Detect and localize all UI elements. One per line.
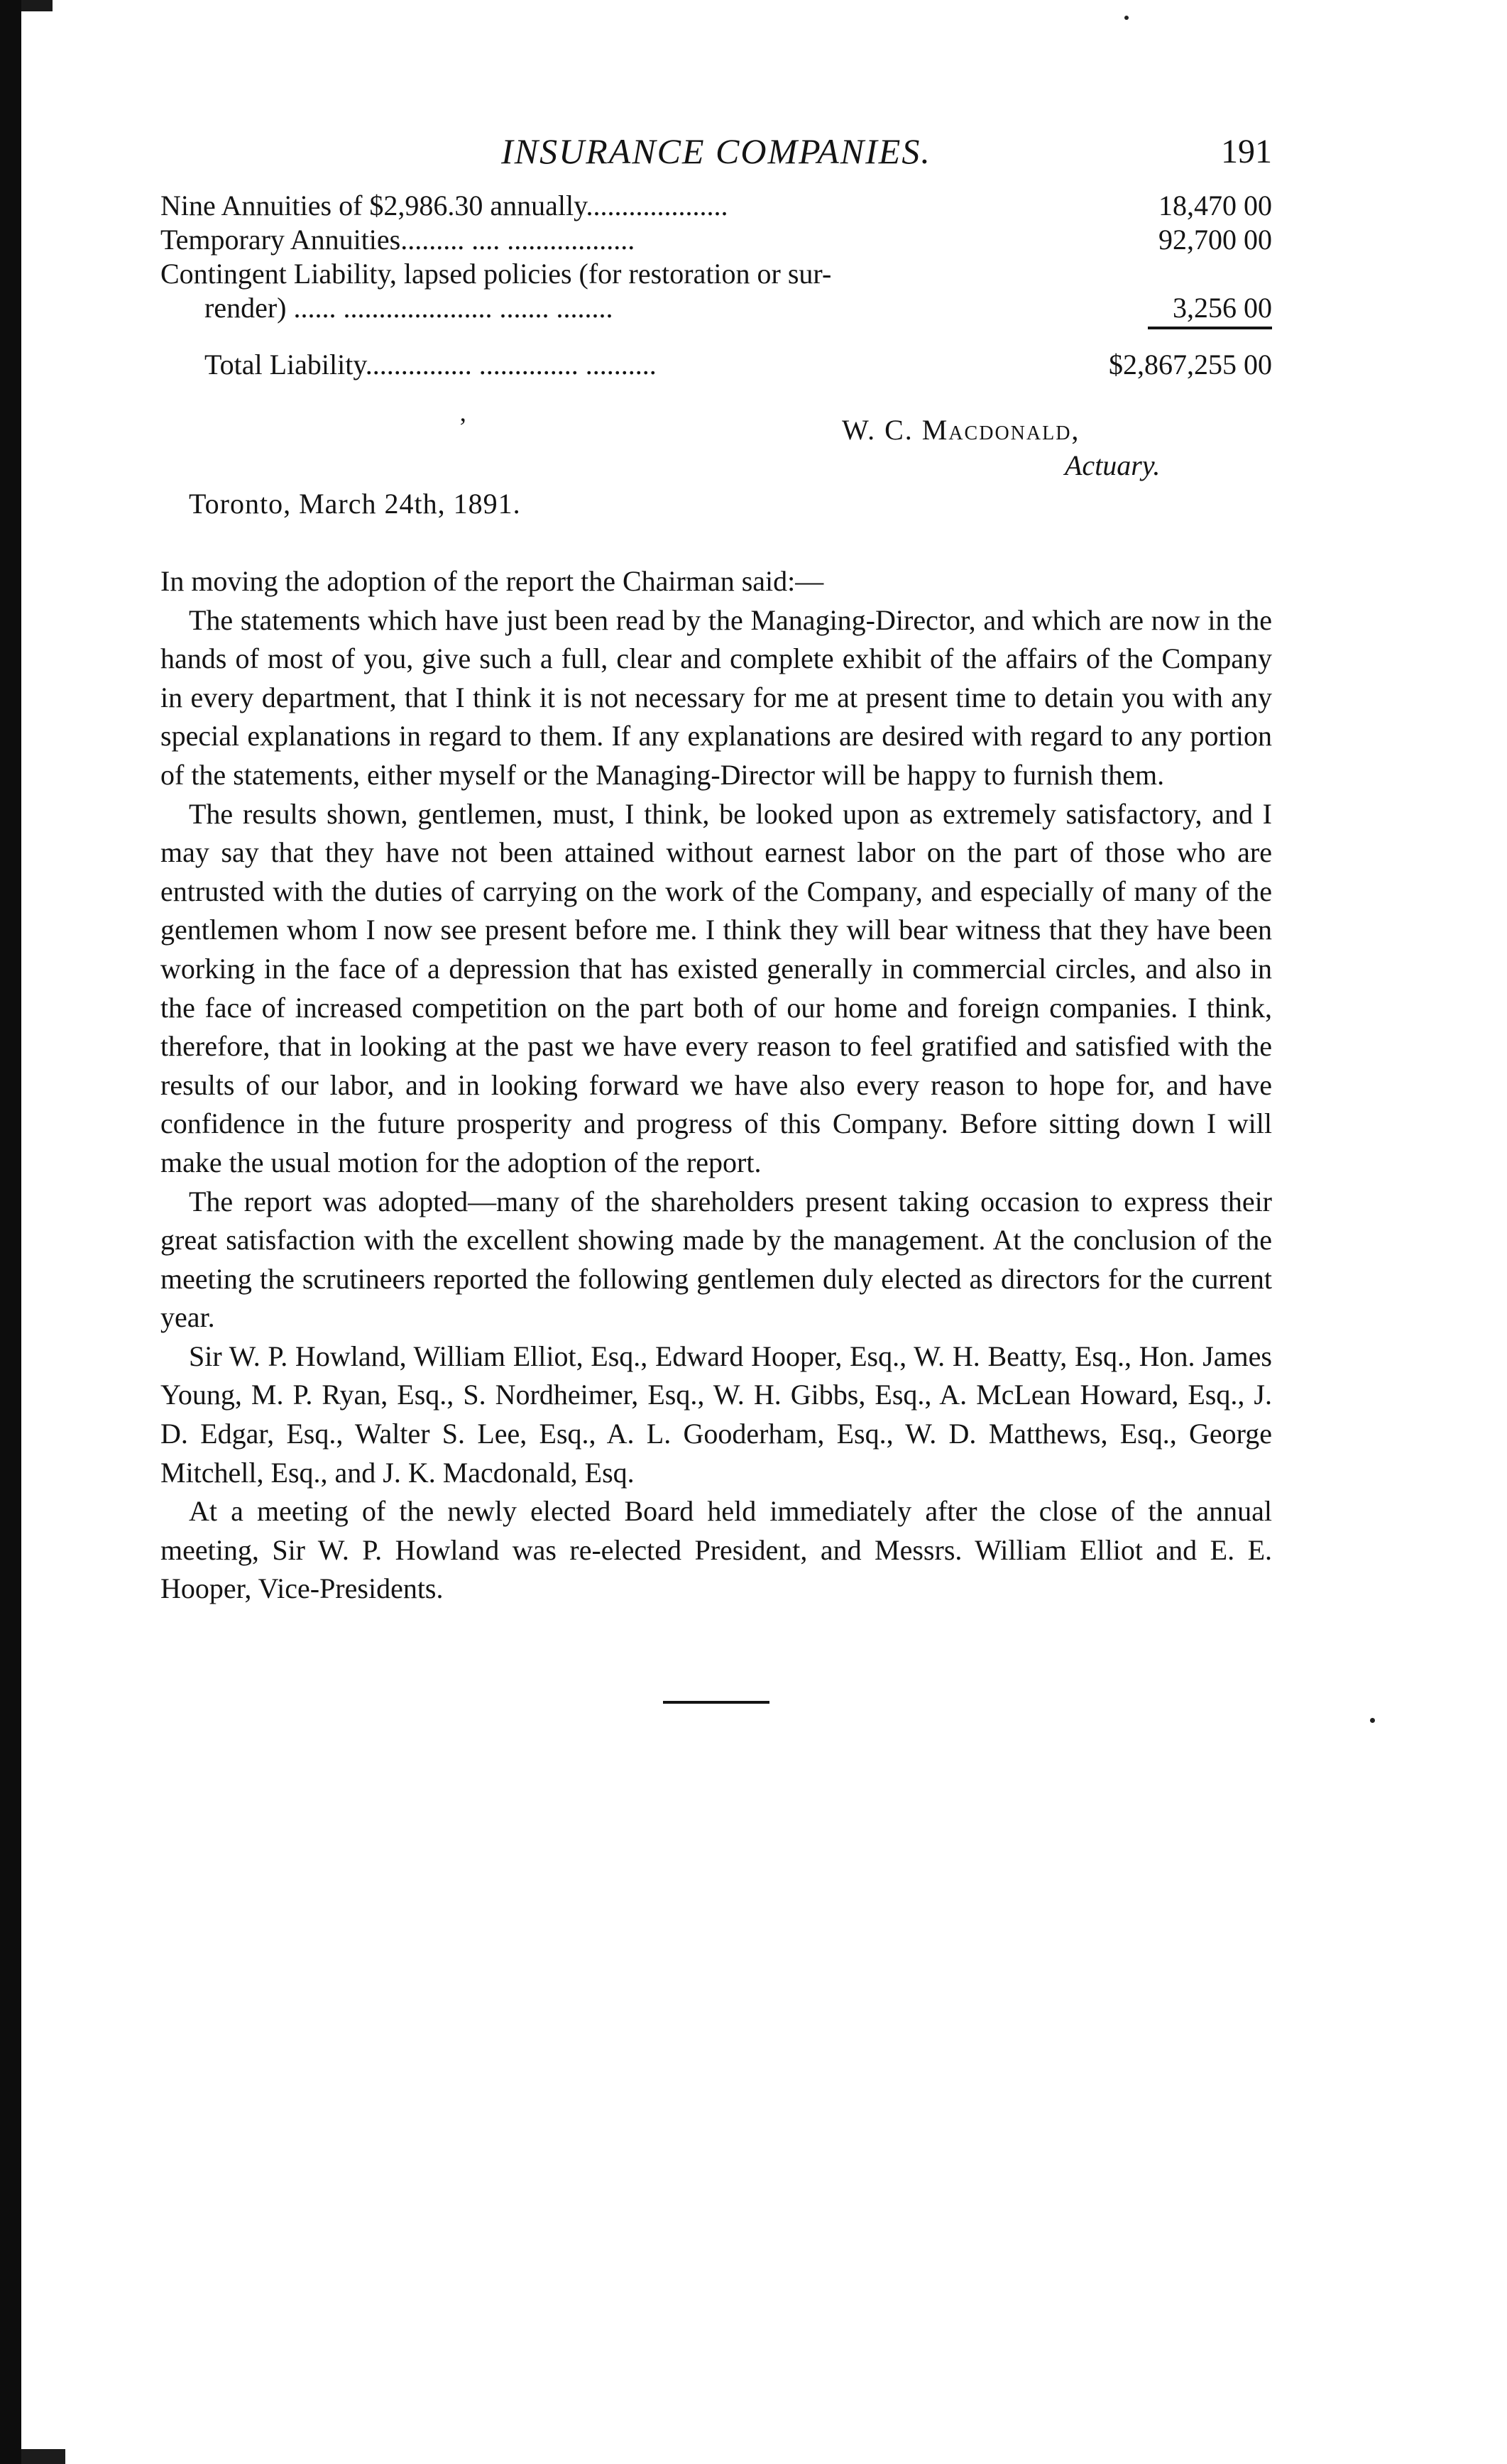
ledger-label: Nine Annuities of $2,986.30 annually.................... — [160, 190, 728, 221]
paragraph: The results shown, gentlemen, must, I think, be looked upon as extremely satisfactory, and I may say that they have not been attained without earnest labor on the part of those who are entrusted with the duties of carrying on the work of the Company, and especially of many of the gentlemen whom I now see present before me. I think they will bear witness that they have been working in the face of a depression that has existed generally in commercial circles, and also in the face of increased competition on the part both of our home and foreign companies. I think, therefore, that in looking at the past we have every reason to feel gratified and satisfied with the results of our labor, and in looking forward we have also every reason to hope for, and have confidence in the future prosperity and progress of this Company. Before sitting down I will make the usual motion for the adoption of the report. — [160, 797, 1272, 1178]
running-header — [160, 125, 1272, 189]
paragraph: In moving the adoption of the report the Chairman said:— — [160, 565, 824, 597]
ledger-label: render) ...... ..................... ....... ........ — [204, 292, 613, 324]
end-rule — [663, 1701, 769, 1704]
ledger-amount: 18,470 00 — [1158, 190, 1272, 221]
ledger-row — [160, 291, 1272, 325]
paragraph: The statements which have just been read by the Managing-Director, and which are now in the hands of most of you, give such a full, clear and complete exhibit of the affairs of the Company in every department, that I think it is not necessary for me at present time to detain you with any special explanations in regard to them. If any explanations are desired with regard to any portion of the statements, either myself or the Managing-Director will be happy to furnish them. — [160, 603, 1272, 791]
sum-rule — [1148, 327, 1272, 331]
ledger-row — [160, 257, 1272, 291]
ledger-amount: 92,700 00 — [1158, 224, 1272, 256]
signature-block — [160, 413, 1272, 523]
total-label: Total Liability............... .............. .......... — [204, 349, 657, 380]
running-title: INSURANCE COMPANIES. — [501, 131, 931, 171]
ink-speck — [1370, 1718, 1375, 1723]
liability-ledger — [160, 189, 1272, 382]
binding-edge-bottom — [21, 2449, 65, 2464]
ledger-label: Temporary Annuities......... .... .................. — [160, 224, 635, 256]
binding-edge — [0, 0, 21, 2464]
report-text — [160, 562, 1272, 1609]
signatory-title: Actuary. — [1065, 449, 1161, 481]
signatory-name: W. C. Macdonald, — [842, 414, 1080, 446]
paragraph: Sir W. P. Howland, William Elliot, Esq., Edward Hooper, Esq., W. H. Beatty, Esq., Hon. James Young, M. P. Ryan, Esq., S. Nordheimer, Esq., W. H. Gibbs, Esq., A. McLean Howard, Esq., J. D. Edgar, Esq., Walter S. Lee, Esq., A. L. Gooderham, Esq., W. D. Matthews, Esq., George Mitchell, Esq., and J. K. Macdonald, Esq. — [160, 1340, 1272, 1489]
stray-mark: ’ — [459, 412, 467, 441]
ledger-row — [160, 189, 1272, 223]
ledger-rule-row — [160, 325, 1272, 331]
paragraph: At a meeting of the newly elected Board held immediately after the close of the annual meeting, Sir W. P. Howland was re-elected President, and Messrs. William Elliot and E. E. Hooper, Vice-Presidents. — [160, 1495, 1272, 1605]
paragraph: The report was adopted—many of the shareholders present taking occasion to express their great satisfaction with the excellent showing made by the management. At the conclusion of the meeting the scrutineers reported the following gentlemen duly elected as directors for the current year. — [160, 1185, 1272, 1334]
binding-edge-top — [21, 0, 53, 11]
ledger-amount: 3,256 00 — [1173, 292, 1272, 324]
ink-speck — [1124, 16, 1129, 20]
ledger-label: Contingent Liability, lapsed policies (for restoration or sur- — [160, 258, 832, 290]
ledger-row — [160, 223, 1272, 257]
page-number: 191 — [1221, 133, 1272, 170]
place-date: Toronto, March 24th, 1891. — [189, 488, 521, 520]
page — [160, 125, 1272, 1704]
total-amount: $2,867,255 00 — [1109, 349, 1272, 380]
total-row — [160, 348, 1272, 382]
